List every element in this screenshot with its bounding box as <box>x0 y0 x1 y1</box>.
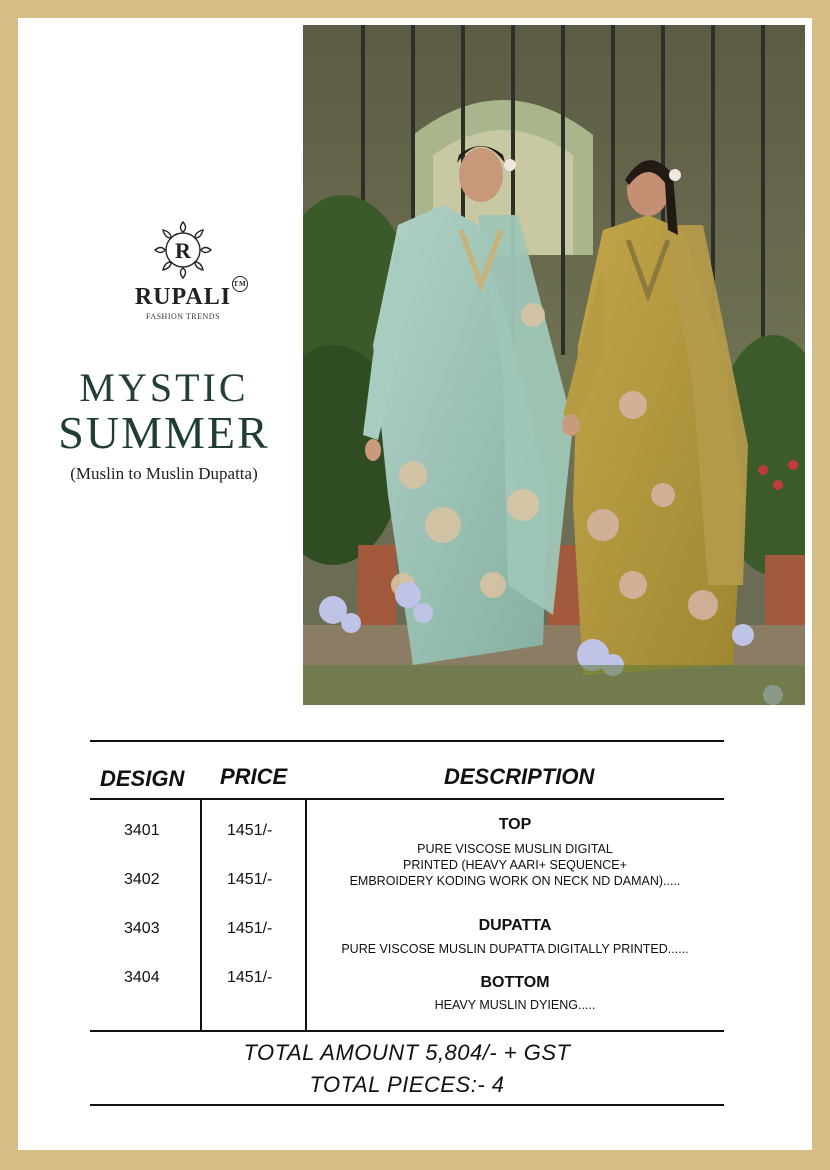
header-design: DESIGN <box>100 766 185 791</box>
header-rule <box>90 798 724 800</box>
table-bottom-rule <box>90 1104 724 1106</box>
collection-title-line2: SUMMER <box>58 407 270 458</box>
collection-title-line1: MYSTIC <box>79 365 249 410</box>
price-cell: 1451/- <box>227 920 273 937</box>
design-cell: 3404 <box>124 969 160 986</box>
column-divider <box>200 800 202 1032</box>
total-pieces: TOTAL PIECES:- 4 <box>309 1072 505 1097</box>
body-rule <box>90 1030 724 1032</box>
design-cell: 3402 <box>124 871 160 888</box>
table-top-rule <box>90 740 724 742</box>
price-cell: 1451/- <box>227 871 273 888</box>
price-cell: 1451/- <box>227 822 273 839</box>
price-cell: 1451/- <box>227 969 273 986</box>
brand-tagline: FASHION TRENDS <box>145 312 221 321</box>
models-photo <box>303 25 805 705</box>
brand-name: RUPALI <box>134 284 232 310</box>
trademark-badge: TM <box>232 276 248 292</box>
bottom-description-line: HEAVY MUSLIN DYIENG..... <box>434 998 596 1012</box>
dupatta-heading: DUPATTA <box>478 917 552 934</box>
top-description-line: EMBROIDERY KODING WORK ON NECK ND DAMAN)..... <box>349 874 681 888</box>
dupatta-description-line: PURE VISCOSE MUSLIN DUPATTA DIGITALLY PRINTED...... <box>341 942 689 956</box>
monogram-letter: R <box>175 238 191 263</box>
brand-logo <box>118 218 248 338</box>
header-price: PRICE <box>220 764 288 789</box>
design-cell: 3401 <box>124 822 160 839</box>
top-description-line: PURE VISCOSE MUSLIN DIGITAL <box>417 842 613 856</box>
top-heading: TOP <box>498 816 532 833</box>
total-amount: TOTAL AMOUNT 5,804/- + GST <box>243 1040 571 1065</box>
bottom-heading: BOTTOM <box>480 974 550 991</box>
header-description: DESCRIPTION <box>444 764 595 789</box>
collection-subtitle: (Muslin to Muslin Dupatta) <box>70 464 258 483</box>
top-description-line: PRINTED (HEAVY AARI+ SEQUENCE+ <box>403 858 627 872</box>
catalog-card <box>18 18 812 1150</box>
monogram-emblem <box>151 218 215 282</box>
design-cell: 3403 <box>124 920 160 937</box>
